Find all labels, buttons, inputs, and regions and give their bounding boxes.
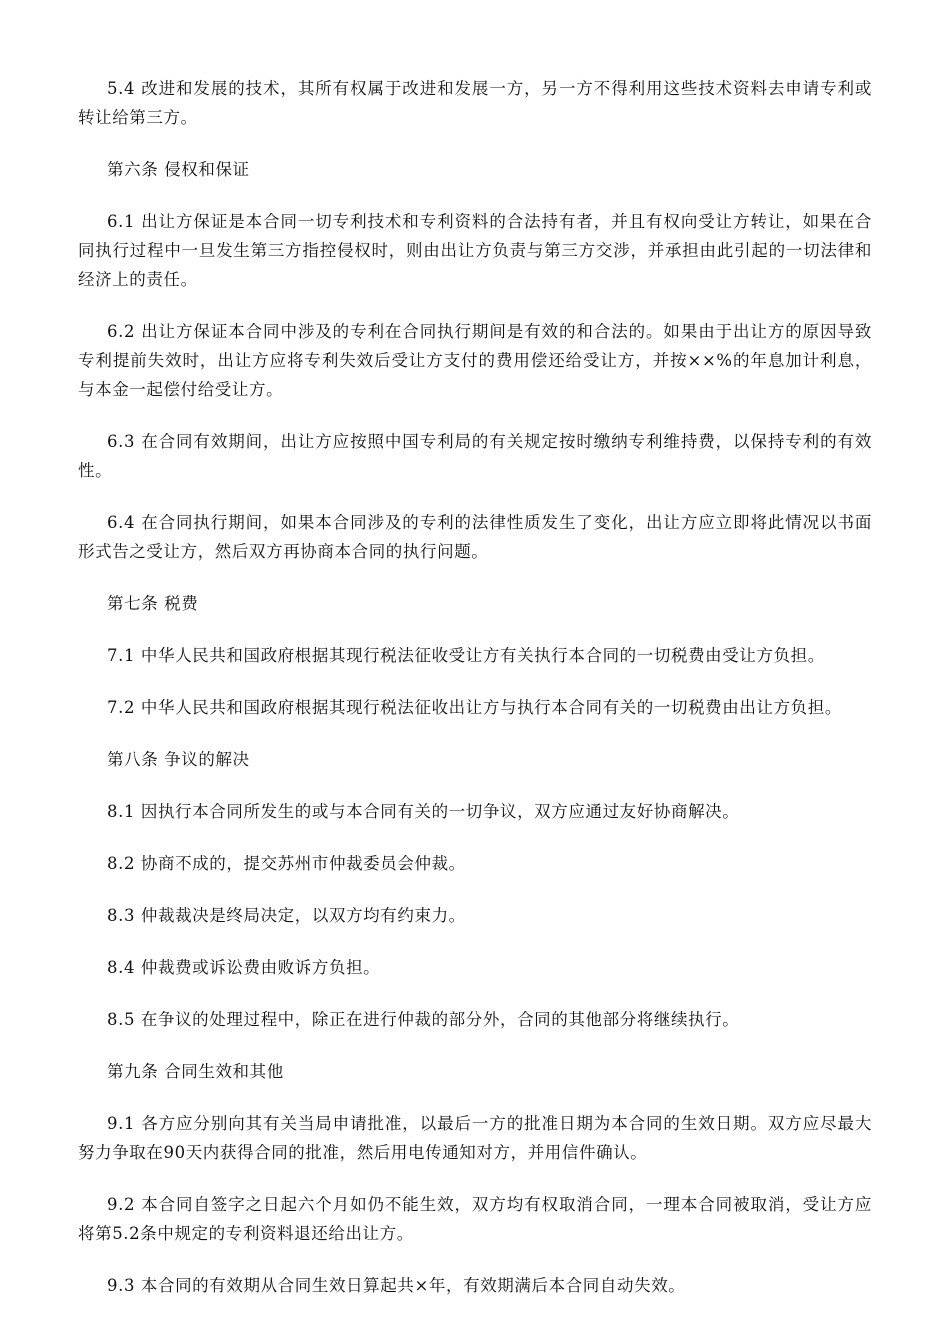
clause-6-3: 6.3 在合同有效期间，出让方应按照中国专利局的有关规定按时缴纳专利维持费，以保持专利的有效性。	[78, 432, 872, 480]
clause-8-3: 8.3 仲裁裁决是终局决定，以双方均有约束力。	[107, 906, 466, 925]
clause-5-4: 5.4 改进和发展的技术，其所有权属于改进和发展一方，另一方不得利用这些技术资料去申请专利或转让给第三方。	[78, 79, 872, 127]
clause-6-2: 6.2 出让方保证本合同中涉及的专利在合同执行期间是有效的和合法的。如果由于出让方的原因导致专利提前失效时，出让方应将专利失效后受让方支付的费用偿还给受让方，并按××%的年息加计利息，与本金一起偿付给受让方。	[78, 322, 872, 399]
clause-8-4: 8.4 仲裁费或诉讼费由败诉方负担。	[107, 958, 381, 977]
clause-6-1: 6.1 出让方保证是本合同一切专利技术和专利资料的合法持有者，并且有权向受让方转让，如果在合同执行过程中一旦发生第三方指控侵权时，则由出让方负责与第三方交涉，并承担由此引起的一切法律和经济上的责任。	[78, 212, 872, 289]
article-7-heading: 第七条 税费	[107, 594, 199, 613]
clause-6-4: 6.4 在合同执行期间，如果本合同涉及的专利的法律性质发生了变化，出让方应立即将此情况以书面形式告之受让方，然后双方再协商本合同的执行问题。	[78, 513, 872, 561]
clause-8-5: 8.5 在争议的处理过程中，除正在进行仲裁的部分外，合同的其他部分将继续执行。	[107, 1010, 740, 1029]
article-8-heading: 第八条 争议的解决	[107, 750, 250, 769]
clause-8-2: 8.2 协商不成的，提交苏州市仲裁委员会仲裁。	[107, 854, 466, 873]
clause-9-3: 9.3 本合同的有效期从合同生效日算起共×年，有效期满后本合同自动失效。	[107, 1276, 686, 1295]
article-9-heading: 第九条 合同生效和其他	[107, 1062, 284, 1081]
clause-8-1: 8.1 因执行本合同所发生的或与本合同有关的一切争议，双方应通过友好协商解决。	[107, 802, 740, 821]
clause-7-1: 7.1 中华人民共和国政府根据其现行税法征收受让方有关执行本合同的一切税费由受让方负担。	[107, 646, 825, 665]
clause-9-1: 9.1 各方应分别向其有关当局申请批准，以最后一方的批准日期为本合同的生效日期。双方应尽最大努力争取在90天内获得合同的批准，然后用电传通知对方，并用信件确认。	[78, 1114, 872, 1162]
clause-9-2: 9.2 本合同自签字之日起六个月如仍不能生效，双方均有权取消合同，一理本合同被取消，受让方应将第5.2条中规定的专利资料退还给出让方。	[78, 1195, 872, 1243]
clause-7-2: 7.2 中华人民共和国政府根据其现行税法征收出让方与执行本合同有关的一切税费由出让方负担。	[107, 698, 842, 717]
article-6-heading: 第六条 侵权和保证	[107, 160, 250, 179]
